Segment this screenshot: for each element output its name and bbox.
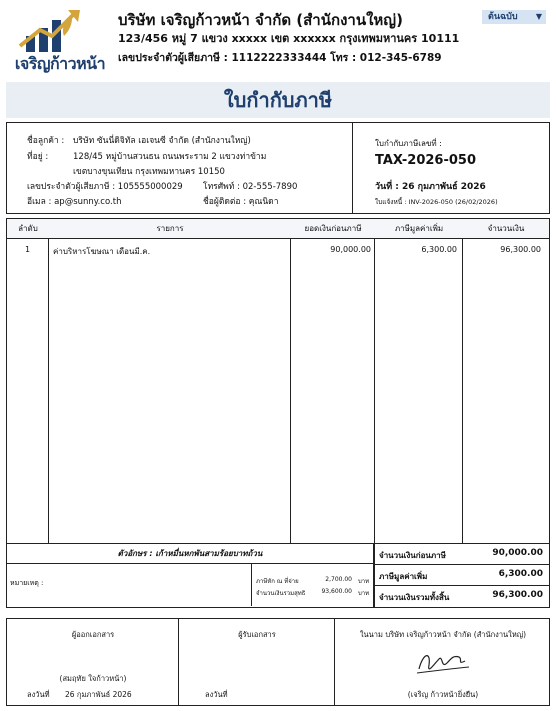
vat-value: 6,300.00: [498, 569, 543, 579]
notes-box: [6, 564, 374, 608]
withholding-unit: บาท: [358, 578, 370, 585]
net-total-label: จำนวนเงินรวมสุทธิ: [256, 590, 306, 597]
customer-address-line1: 128/45 หมู่บ้านสวนธน ถนนพระราม 2 แขวงท่าข้าม: [73, 152, 267, 162]
customer-contact: ชื่อผู้ติดต่อ : คุณนิดา: [203, 197, 279, 207]
grand-total-row: [375, 586, 549, 607]
issuer-name: (สมฤทัย ใจก้าวหน้า): [59, 674, 127, 683]
issuer-signature: [7, 619, 179, 705]
company-authorization: ในนาม บริษัท เจริญก้าวหน้า จำกัด (สำนักงานใหญ่): [359, 630, 527, 639]
vat-label: ภาษีมูลค่าเพิ่ม: [379, 572, 428, 581]
withholding-box: [251, 564, 375, 606]
copy-type-value: ต้นฉบับ: [488, 12, 518, 22]
customer-name: บริษัท ซันนี่ดิจิทัล เอเจนซี จำกัด (สำนักงานใหญ่): [73, 136, 251, 146]
signature-image: [413, 645, 473, 679]
column-subtotal: [291, 219, 375, 543]
invoice-number: TAX-2026-050: [375, 153, 476, 168]
copy-type-select[interactable]: [482, 10, 546, 24]
header-vat: ภาษีมูลค่าเพิ่ม: [375, 219, 463, 239]
column-no: [7, 219, 49, 543]
company-address: 123/456 หมู่ 7 แขวง xxxxx เขต xxxxxx กรุงเทพมหานคร 10111: [118, 32, 460, 45]
header-description: รายการ: [49, 219, 291, 239]
amount-in-words: ตัวอักษร : เก้าหมื่นหกพันสามร้อยบาทถ้วน: [6, 544, 374, 564]
customer-tax-id: เลขประจำตัวผู้เสียภาษี : 105555000029: [27, 182, 183, 192]
items-table: [6, 218, 550, 544]
column-vat: [375, 219, 463, 543]
customer-details: [7, 123, 353, 213]
row-no: 1: [25, 245, 31, 254]
receiver-signature: [179, 619, 335, 705]
header-amount: จำนวนเงิน: [463, 219, 549, 239]
logo-text: เจริญก้าวหน้า: [14, 54, 106, 73]
company-logo: [6, 6, 114, 74]
authorized-name: (เจริญ ก้าวหน้ายิ่งยืน): [407, 690, 479, 699]
company-tax-id: เลขประจำตัวผู้เสียภาษี : 1112222333444 โทร : 012-345-6789: [118, 52, 442, 64]
receiver-date-label: ลงวันที่: [205, 690, 228, 699]
chevron-down-icon[interactable]: ▼: [535, 12, 542, 21]
header-no: ลำดับ: [7, 219, 49, 239]
column-description: [49, 219, 291, 543]
row-amount: 96,300.00: [500, 245, 541, 254]
issuer-title: ผู้ออกเอกสาร: [71, 630, 115, 639]
customer-phone: โทรศัพท์ : 02-555-7890: [203, 182, 298, 192]
grand-total-value: 96,300.00: [492, 590, 543, 600]
row-description: ค่าบริหารโฆษณา เดือนมี.ค.: [53, 247, 151, 256]
subtotal-label: จำนวนเงินก่อนภาษี: [379, 551, 446, 560]
customer-info-box: [6, 122, 550, 214]
net-total-unit: บาท: [358, 590, 370, 597]
customer-email: อีเมล : ap@sunny.co.th: [27, 197, 122, 207]
document-title: ใบกำกับภาษี: [6, 82, 550, 118]
invoice-reference: ใบแจ้งหนี้ : INV-2026-050 (26/02/2026): [375, 198, 498, 206]
header-subtotal: ยอดเงินก่อนภาษี: [291, 219, 375, 239]
invoice-number-label: ใบกำกับภาษีเลขที่ :: [375, 139, 442, 148]
customer-address-line2: เขตบางขุนเทียน กรุงเทพมหานคร 10150: [73, 167, 225, 177]
signature-box: [6, 618, 550, 706]
growth-arrow-icon: [6, 6, 114, 54]
vat-row: [375, 565, 549, 586]
customer-address-label: ที่อยู่ :: [27, 152, 49, 162]
subtotal-value: 90,000.00: [492, 548, 543, 558]
subtotal-row: [375, 544, 549, 565]
company-name: บริษัท เจริญก้าวหน้า จำกัด (สำนักงานใหญ่): [118, 11, 403, 29]
issuer-date-label: ลงวันที่: [27, 690, 50, 699]
invoice-date: วันที่ : 26 กุมภาพันธ์ 2026: [375, 182, 486, 192]
net-total-value: 93,600.00: [321, 588, 352, 595]
customer-name-label: ชื่อลูกค้า :: [27, 136, 65, 146]
row-subtotal: 90,000.00: [330, 245, 371, 254]
notes-label: หมายเหตุ :: [10, 579, 44, 587]
grand-total-label: จำนวนเงินรวมทั้งสิ้น: [379, 593, 450, 602]
totals-box: [374, 544, 550, 608]
withholding-label: ภาษีหัก ณ ที่จ่าย: [256, 578, 299, 585]
withholding-value: 2,700.00: [325, 576, 352, 583]
row-vat: 6,300.00: [421, 245, 457, 254]
issuer-date: 26 กุมภาพันธ์ 2026: [65, 690, 132, 699]
receiver-title: ผู้รับเอกสาร: [238, 630, 276, 639]
